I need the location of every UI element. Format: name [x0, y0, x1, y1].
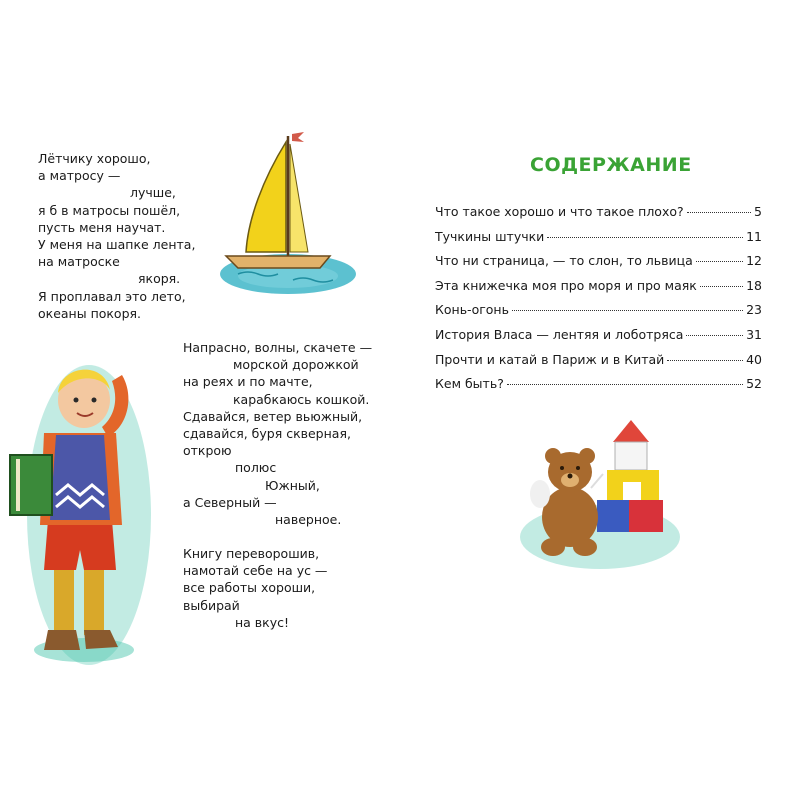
toc-entry[interactable]	[435, 351, 762, 376]
toc-entry-title: Прочти и катай в Париж и в Китай	[435, 351, 665, 367]
toc-title: СОДЕРЖАНИЕ	[530, 154, 692, 176]
toc-entry-title: Кем быть?	[435, 376, 504, 392]
table-of-contents	[435, 203, 762, 400]
poem-line: а матросу —	[38, 168, 121, 184]
poem-line: У меня на шапке лента,	[38, 237, 196, 253]
poem-sailor	[38, 150, 195, 322]
poem-waves	[183, 339, 372, 528]
toc-entry-page: 31	[746, 326, 762, 342]
toc-entry-title: Что такое хорошо и что такое плохо?	[435, 204, 684, 219]
poem-line: на вкус!	[235, 614, 290, 630]
toc-entry-page: 18	[746, 277, 762, 293]
teddy-bear-blocks-illustration	[515, 412, 680, 572]
toc-entry-page: 23	[746, 302, 762, 318]
poem-line: наверное.	[275, 512, 342, 528]
poem-line: на матроске	[38, 254, 120, 270]
poem-line: карабкаюсь кошкой.	[233, 391, 370, 407]
toc-entry[interactable]	[435, 203, 762, 228]
poem-line: намотай себе на ус —	[183, 563, 328, 579]
poem-line: все работы хороши,	[183, 580, 316, 596]
toc-entry-title: Что ни страница, — то слон, то львица	[435, 253, 693, 269]
poem-line: якоря.	[138, 271, 181, 287]
toc-entry-page: 5	[754, 204, 762, 219]
poem-line: Книгу переворошив,	[183, 546, 320, 561]
poem-line: я б в матросы пошёл,	[38, 202, 181, 218]
poem-line: выбирай	[183, 597, 240, 613]
sailboat-illustration	[208, 124, 358, 299]
toc-leader-dots	[512, 310, 743, 311]
toc-entry[interactable]	[435, 228, 762, 253]
poem-line: открою	[183, 443, 232, 459]
toc-entry-page: 11	[746, 228, 762, 244]
toc-leader-dots	[700, 286, 743, 287]
poem-line: Напрасно, волны, скачете —	[183, 340, 373, 355]
poem-line: на реях и по мачте,	[183, 374, 313, 390]
toc-entry-page: 12	[746, 253, 762, 269]
poem-line: океаны покоря.	[38, 305, 142, 321]
toc-entry[interactable]	[435, 301, 762, 326]
toc-leader-dots	[696, 261, 743, 262]
toc-entry-page: 52	[746, 376, 762, 392]
poem-line: полюс	[235, 460, 277, 476]
boy-illustration	[4, 345, 164, 670]
poem-line: сдавайся, буря скверная,	[183, 426, 351, 442]
toc-leader-dots	[547, 237, 743, 238]
toc-entry[interactable]	[435, 252, 762, 277]
right-page	[400, 0, 800, 800]
toc-entry[interactable]	[435, 277, 762, 302]
toc-entry-title: История Власа — лентяя и лоботряса	[435, 326, 684, 342]
poem-line: морской дорожкой	[233, 357, 359, 373]
toc-entry-title: Эта книжечка моя про моря и про маяк	[435, 277, 697, 293]
poem-line: Южный,	[265, 477, 320, 493]
poem-line: Лётчику хорошо,	[38, 151, 151, 166]
poem-books	[183, 545, 327, 631]
toc-leader-dots	[687, 212, 751, 213]
toc-entry-title: Тучкины штучки	[435, 228, 545, 244]
toc-entry[interactable]	[435, 326, 762, 351]
toc-entry-title: Конь-огонь	[435, 302, 509, 318]
poem-line: лучше,	[130, 185, 176, 201]
poem-line: пусть меня научат.	[38, 219, 166, 235]
toc-leader-dots	[667, 360, 743, 361]
poem-line: а Северный —	[183, 494, 277, 510]
toc-entry-page: 40	[746, 351, 762, 367]
poem-line: Я проплавал это лето,	[38, 288, 186, 304]
toc-entry[interactable]	[435, 375, 762, 400]
toc-leader-dots	[686, 335, 743, 336]
toc-leader-dots	[507, 384, 743, 385]
poem-line: Сдавайся, ветер вьюжный,	[183, 408, 363, 424]
